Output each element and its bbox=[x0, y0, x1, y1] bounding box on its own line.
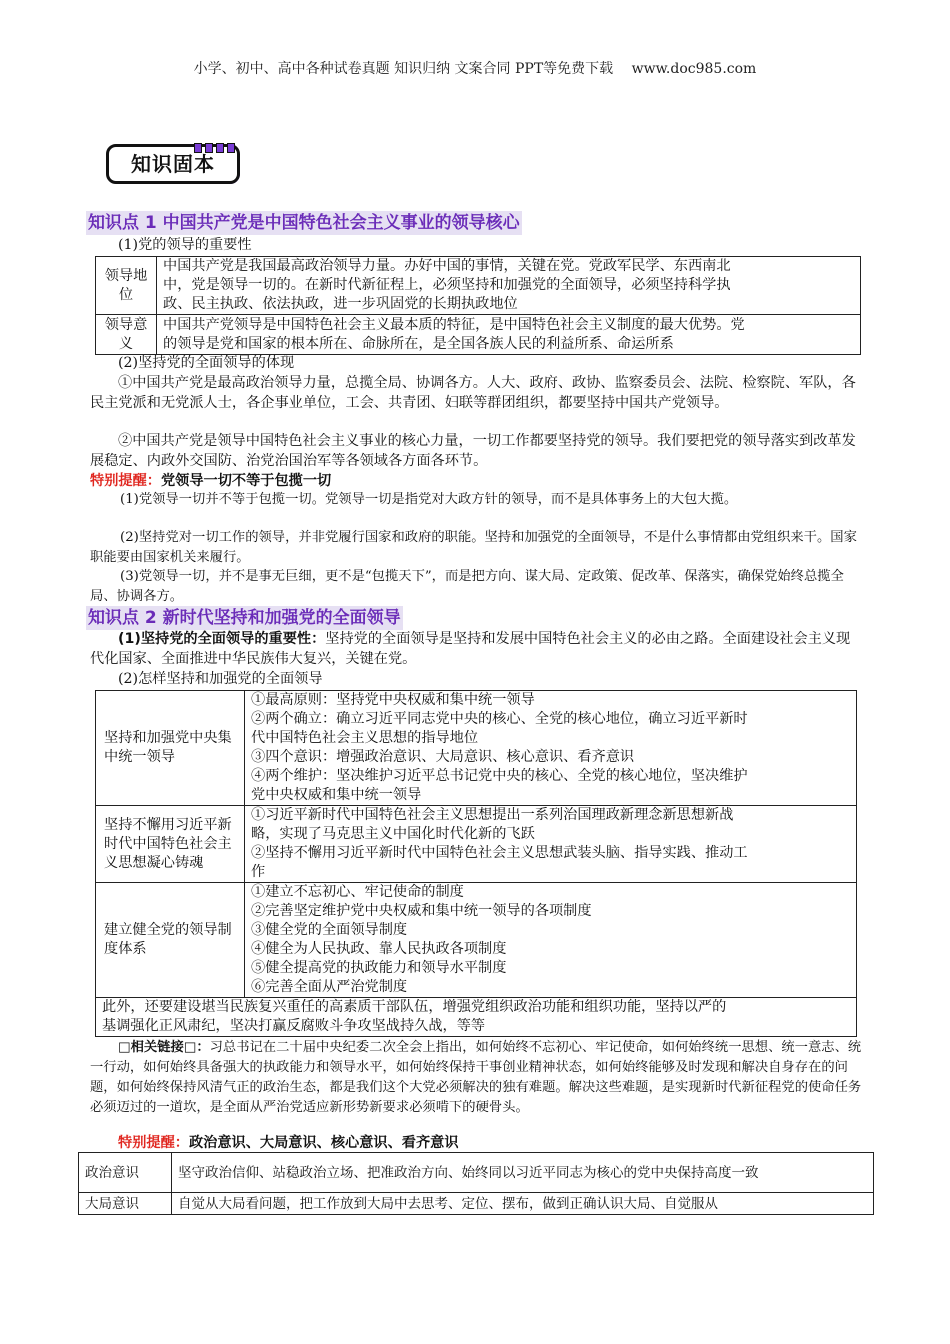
tip-title: 政治意识、大局意识、核心意识、看齐意识 bbox=[188, 1135, 459, 1151]
kp1-subtitle-2: (2)坚持党的全面领导的体现 bbox=[118, 355, 295, 371]
cell-line: ③四个意识：增强政治意识、大局意识、核心意识、看齐意识 bbox=[251, 749, 635, 765]
cell-line: 作 bbox=[251, 864, 266, 880]
row-content bbox=[157, 315, 861, 355]
row-content bbox=[245, 691, 857, 806]
row-header: 领导意义 bbox=[96, 315, 157, 355]
extra-row bbox=[96, 998, 857, 1037]
kp1-paragraph-1: ①中国共产党是最高政治领导力量，总揽全局、协调各方。人大、政府、政协、监察委员会、法院、检察院、军队，各民主党派和无党派人士，各企事业单位，工会、共青团、妇联等群团组织，都要坚持中国共产党领导。 bbox=[90, 375, 856, 411]
cell-line: ②完善坚定维护党中央权威和集中统一领导的各项制度 bbox=[251, 903, 592, 919]
cell-line: 此外，还要建设堪当民族复兴重任的高素质干部队伍，增强党组织政治功能和组织功能，坚持以严的 bbox=[102, 999, 727, 1015]
table-row bbox=[96, 257, 861, 315]
cell-line: 基调强化正风肃纪，坚决打赢反腐败斗争攻坚战持久战，等等 bbox=[102, 1018, 486, 1034]
cell-line: ①最高原则：坚持党中央权威和集中统一领导 bbox=[251, 692, 535, 708]
table-row bbox=[96, 806, 857, 883]
row-header: 大局意识 bbox=[79, 1193, 172, 1215]
cell-line: ④健全为人民执政、靠人民执政各项制度 bbox=[251, 941, 507, 957]
row-content: 坚守政治信仰、站稳政治立场、把准政治方向、始终同以习近平同志为核心的党中央保持高度一致 bbox=[172, 1153, 874, 1193]
tip-title: 党领导一切不等于包揽一切 bbox=[160, 473, 332, 489]
cell-line: 的领导是党和国家的根本所在、命脉所在，是全国各族人民的利益所系、命运所系 bbox=[163, 335, 674, 352]
table-row bbox=[79, 1193, 874, 1215]
table-row bbox=[79, 1153, 874, 1193]
cell-line: 中国共产党领导是中国特色社会主义最本质的特征，是中国特色社会主义制度的最大优势。党 bbox=[163, 316, 745, 333]
cell-line: 代中国特色社会主义思想的指导地位 bbox=[251, 730, 479, 746]
badge-label: 知识固本 bbox=[131, 152, 215, 176]
cell-line: ②两个确立：确立习近平同志党中央的核心、全党的核心地位，确立习近平新时 bbox=[251, 711, 748, 727]
cell-line: 中国共产党是我国最高政治领导力量。办好中国的事情，关键在党。党政军民学、东西南北 bbox=[163, 258, 731, 274]
cell-line: ⑤健全提高党的执政能力和领导水平制度 bbox=[251, 960, 507, 976]
row-header: 坚持不懈用习近平新时代中国特色社会主义思想凝心铸魂 bbox=[96, 806, 245, 883]
row-header: 建立健全党的领导制度体系 bbox=[96, 883, 245, 998]
row-content bbox=[157, 257, 861, 315]
table-row bbox=[96, 315, 861, 355]
leadership-methods-table bbox=[95, 690, 857, 1037]
table-row bbox=[96, 883, 857, 998]
row-header: 政治意识 bbox=[79, 1153, 172, 1193]
kp2-tip-heading bbox=[118, 1134, 459, 1153]
kp1-tip-2: (2)坚持党对一切工作的领导，并非党履行国家和政府的职能。坚持和加强党的全面领导，不是什么事情都由党组织来干。国家职能要由国家机关来履行。 bbox=[90, 530, 857, 565]
kp1-subtitle-1: (1)党的领导的重要性 bbox=[118, 237, 252, 253]
tip-label: 特别提醒： bbox=[118, 1135, 189, 1151]
related-link bbox=[90, 1038, 862, 1118]
row-content bbox=[245, 883, 857, 998]
page-header: 小学、初中、高中各种试卷真题 知识归纳 文案合同 PPT等免费下载 www.doc985.com bbox=[193, 61, 757, 77]
kp1-tip-1: (1)党领导一切并不等于包揽一切。党领导一切是指党对大政方针的领导，而不是具体事务上的大包大揽。 bbox=[120, 492, 738, 507]
cell-line: ①建立不忘初心、牢记使命的制度 bbox=[251, 884, 464, 900]
tip-label: 特别提醒： bbox=[90, 473, 161, 489]
leadership-table bbox=[95, 256, 861, 355]
section-badge bbox=[106, 138, 242, 184]
kp1-tip-3: (3)党领导一切，并不是事无巨细，更不是“包揽天下”，而是把方向、谋大局、定政策、促改革、保落实，确保党始终总揽全局、协调各方。 bbox=[90, 569, 844, 604]
row-content bbox=[245, 806, 857, 883]
awareness-table bbox=[78, 1152, 874, 1215]
cell-line: ⑥完善全面从严治党制度 bbox=[251, 979, 408, 995]
table-row bbox=[96, 691, 857, 806]
kp1-title: 知识点 1 中国共产党是中国特色社会主义事业的领导核心 bbox=[88, 213, 520, 233]
related-link-text: 习总书记在二十届中央纪委二次全会上指出，如何始终不忘初心、牢记使命，如何始终统一思想、统一意志、统一行动，如何始终具备强大的执政能力和领导水平，如何始终保持干事创业精神状态，如何始终能够及时发现和解决自身存在的问题，如何始终保持风清气正的政治生态，都是我们这个大党必须解决的独有难题。解决这些难题，是实现新时代新征程党的使命任务必须迈过的一道坎，是全面从严治党适应新形势新要求必须啃下的硬骨头。 bbox=[90, 1040, 862, 1115]
cell-line: ④两个维护：坚决维护习近平总书记党中央的核心、全党的核心地位，坚决维护 bbox=[251, 768, 748, 784]
kp1-paragraph-2: ②中国共产党是领导中国特色社会主义事业的核心力量，一切工作都要坚持党的领导。我们要把党的领导落实到改革发展稳定、内政外交国防、治党治国治军等各领域各方面各环节。 bbox=[90, 433, 856, 469]
row-content: 自觉从大局看问题，把工作放到大局中去思考、定位、摆布，做到正确认识大局、自觉服从 bbox=[172, 1193, 874, 1215]
kp2-subtitle-2: (2)怎样坚持和加强党的全面领导 bbox=[118, 671, 323, 687]
row-header: 领导地位 bbox=[96, 257, 157, 315]
cell-line: ②坚持不懈用习近平新时代中国特色社会主义思想武装头脑、指导实践、推动工 bbox=[251, 845, 748, 861]
kp1-tip-heading bbox=[90, 472, 331, 491]
kp2-title: 知识点 2 新时代坚持和加强党的全面领导 bbox=[88, 608, 401, 628]
cell-line: ①习近平新时代中国特色社会主义思想提出一系列治国理政新理念新思想新战 bbox=[251, 807, 734, 823]
importance-text: 坚持党的全面领导是坚持和发展中国特色社会主义的必由之路。全面建设社会主义现代化国家、全面推进中华民族伟大复兴，关键在党。 bbox=[90, 631, 851, 667]
row-header: 坚持和加强党中央集中统一领导 bbox=[96, 691, 245, 806]
cell-line: 中，党是领导一切的。在新时代新征程上，必须坚持和加强党的全面领导，必须坚持科学执 bbox=[163, 277, 731, 293]
cell-line: ③健全党的全面领导制度 bbox=[251, 922, 408, 938]
related-link-label: □相关链接□： bbox=[118, 1040, 210, 1055]
cell-line: 党中央权威和集中统一领导 bbox=[251, 787, 422, 803]
cell-line: 政、民主执政、依法执政，进一步巩固党的长期执政地位 bbox=[163, 296, 518, 312]
kp2-importance bbox=[90, 630, 862, 669]
importance-label: (1)坚持党的全面领导的重要性： bbox=[118, 631, 326, 647]
cell-line: 略，实现了马克思主义中国化时代化新的飞跃 bbox=[251, 826, 535, 842]
table-row bbox=[96, 998, 857, 1037]
